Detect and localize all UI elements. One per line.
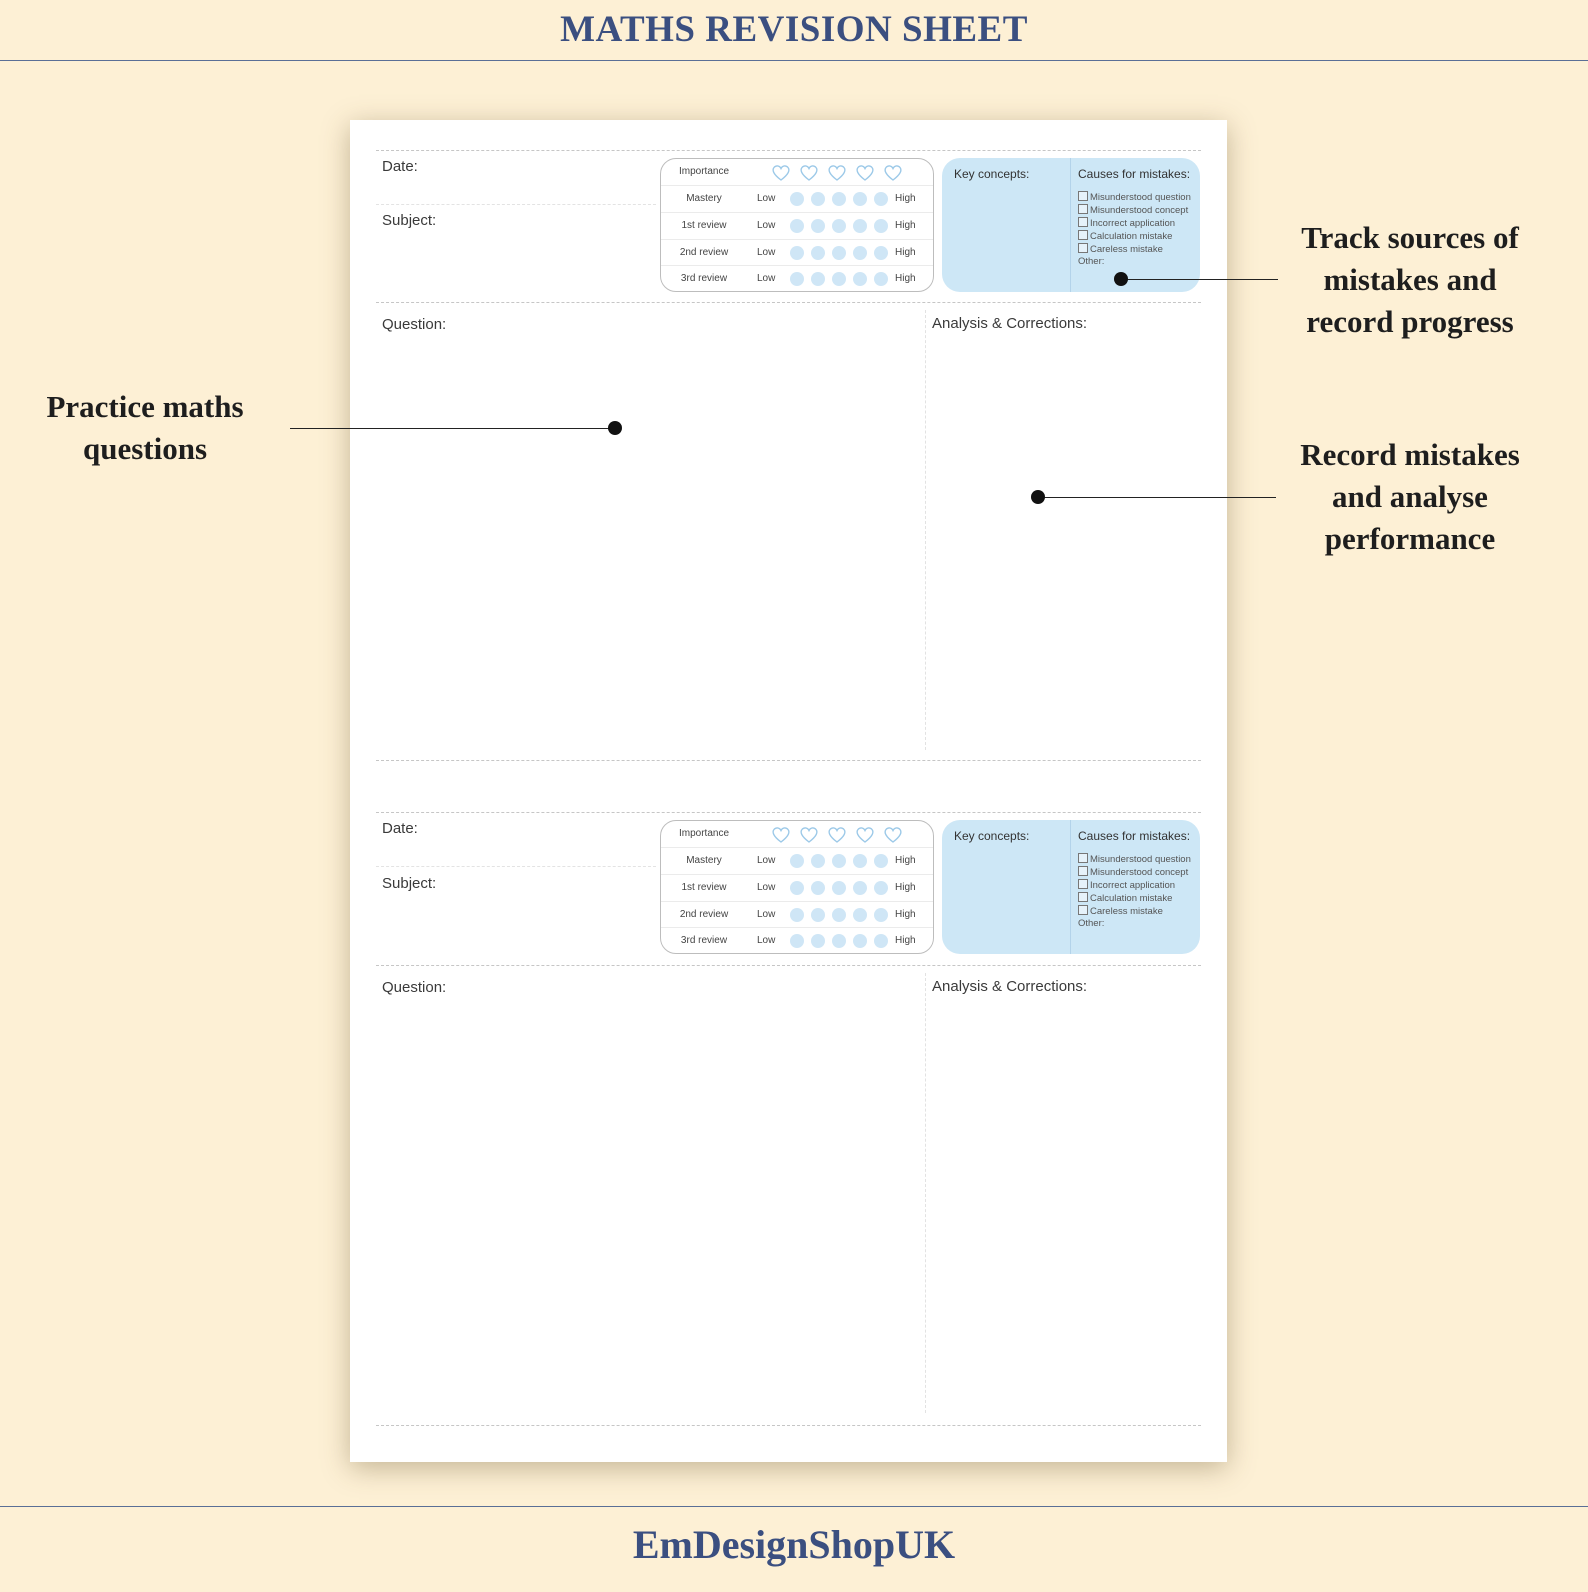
- panel-divider: [1070, 158, 1071, 292]
- rating-dot[interactable]: [811, 854, 825, 868]
- rating-dot[interactable]: [853, 219, 867, 233]
- checkbox-icon[interactable]: [1078, 204, 1088, 214]
- callout-practice: [20, 386, 270, 470]
- other-label: Other:: [1078, 918, 1105, 929]
- rating-dot[interactable]: [790, 219, 804, 233]
- rating-dot[interactable]: [790, 881, 804, 895]
- connector-dot: [608, 421, 622, 435]
- checkbox-icon[interactable]: [1078, 892, 1088, 902]
- cause-label: Incorrect application: [1090, 880, 1176, 891]
- cause-checkbox-item[interactable]: [1078, 204, 1188, 217]
- heart-icon[interactable]: [883, 164, 903, 182]
- checkbox-icon[interactable]: [1078, 853, 1088, 863]
- checkbox-icon[interactable]: [1078, 217, 1088, 227]
- section-divider: [376, 302, 1201, 303]
- rating-dot[interactable]: [853, 881, 867, 895]
- high-label: High: [895, 855, 916, 866]
- rating-dot[interactable]: [832, 908, 846, 922]
- question-label: Question:: [382, 979, 447, 996]
- key-concepts-panel: [942, 158, 1200, 292]
- callout-line: Record mistakes: [1300, 437, 1520, 472]
- cause-label: Misunderstood concept: [1090, 205, 1189, 216]
- rating-panel: [660, 158, 934, 292]
- cause-label: Misunderstood concept: [1090, 867, 1189, 878]
- rating-dot[interactable]: [853, 246, 867, 260]
- importance-label: Importance: [678, 166, 730, 177]
- high-label: High: [895, 882, 916, 893]
- importance-row: [661, 159, 933, 185]
- low-label: Low: [757, 909, 776, 920]
- low-label: Low: [757, 855, 776, 866]
- importance-row: [661, 821, 933, 847]
- cause-label: Incorrect application: [1090, 218, 1176, 229]
- rating-dot[interactable]: [790, 192, 804, 206]
- low-label: Low: [757, 193, 776, 204]
- high-label: High: [895, 909, 916, 920]
- row-label: 2nd review: [679, 909, 729, 920]
- high-label: High: [895, 273, 916, 284]
- analysis-label: Analysis & Corrections:: [932, 978, 1088, 995]
- rating-dot[interactable]: [853, 272, 867, 286]
- row-label: 1st review: [681, 220, 727, 231]
- date-underline: [376, 204, 656, 205]
- date-label: Date:: [382, 820, 418, 837]
- review-row: [661, 901, 933, 928]
- section-divider: [376, 812, 1201, 813]
- importance-label: Importance: [678, 828, 730, 839]
- rating-dot[interactable]: [874, 272, 888, 286]
- checkbox-icon[interactable]: [1078, 879, 1088, 889]
- date-underline: [376, 866, 656, 867]
- row-label: Mastery: [686, 193, 722, 204]
- cause-checkbox-item[interactable]: [1078, 892, 1172, 905]
- checkbox-icon[interactable]: [1078, 905, 1088, 915]
- mastery-row: [661, 185, 933, 212]
- heart-icon[interactable]: [855, 826, 875, 844]
- high-label: High: [895, 935, 916, 946]
- rating-dot[interactable]: [832, 881, 846, 895]
- cause-checkbox-item[interactable]: [1078, 866, 1188, 879]
- key-concepts-label: Key concepts:: [954, 167, 1030, 181]
- heart-icon[interactable]: [799, 164, 819, 182]
- review-row: [661, 265, 933, 292]
- rating-dot[interactable]: [832, 219, 846, 233]
- rating-dot[interactable]: [790, 272, 804, 286]
- checkbox-icon[interactable]: [1078, 866, 1088, 876]
- analysis-label: Analysis & Corrections:: [932, 315, 1088, 332]
- rating-dot[interactable]: [874, 934, 888, 948]
- high-label: High: [895, 193, 916, 204]
- rating-dot[interactable]: [832, 192, 846, 206]
- subject-label: Subject:: [382, 875, 437, 892]
- low-label: Low: [757, 273, 776, 284]
- row-label: Mastery: [686, 855, 722, 866]
- causes-title: Causes for mistakes:: [1078, 167, 1191, 181]
- section-divider: [376, 150, 1201, 151]
- cause-label: Careless mistake: [1090, 906, 1163, 917]
- callout-line: performance: [1324, 521, 1496, 556]
- connector-line: [290, 428, 614, 429]
- cause-label: Careless mistake: [1090, 244, 1163, 255]
- causes-title: Causes for mistakes:: [1078, 829, 1191, 843]
- low-label: Low: [757, 247, 776, 258]
- rating-dot[interactable]: [811, 246, 825, 260]
- callout-line: mistakes and: [1323, 262, 1497, 297]
- checkbox-icon[interactable]: [1078, 191, 1088, 201]
- row-label: 2nd review: [679, 247, 729, 258]
- high-label: High: [895, 220, 916, 231]
- section-divider: [376, 1425, 1201, 1426]
- heart-icon[interactable]: [799, 826, 819, 844]
- rating-dot[interactable]: [790, 908, 804, 922]
- rating-dot[interactable]: [832, 272, 846, 286]
- rating-dot[interactable]: [811, 272, 825, 286]
- callout-track: [1280, 217, 1540, 343]
- rating-dot[interactable]: [874, 219, 888, 233]
- cause-checkbox-item[interactable]: [1078, 905, 1163, 918]
- heart-icon[interactable]: [883, 826, 903, 844]
- rating-dot[interactable]: [832, 934, 846, 948]
- key-concepts-label: Key concepts:: [954, 829, 1030, 843]
- review-row: [661, 874, 933, 901]
- panel-divider: [1070, 820, 1071, 954]
- revision-sheet: [350, 120, 1227, 1462]
- rating-dot[interactable]: [790, 934, 804, 948]
- shop-name: EmDesignShopUK: [0, 1506, 1588, 1592]
- rating-dot[interactable]: [811, 881, 825, 895]
- low-label: Low: [757, 882, 776, 893]
- rating-dot[interactable]: [811, 219, 825, 233]
- rating-dot[interactable]: [832, 246, 846, 260]
- rating-dot[interactable]: [811, 934, 825, 948]
- callout-line: and analyse: [1332, 479, 1488, 514]
- column-divider: [925, 310, 926, 750]
- rating-dot[interactable]: [874, 192, 888, 206]
- rating-dot[interactable]: [874, 246, 888, 260]
- cause-checkbox-item[interactable]: [1078, 217, 1175, 230]
- cause-label: Misunderstood question: [1090, 192, 1191, 203]
- rating-dot[interactable]: [874, 881, 888, 895]
- cause-label: Calculation mistake: [1090, 231, 1173, 242]
- cause-checkbox-item[interactable]: [1078, 191, 1191, 204]
- heart-icon[interactable]: [827, 164, 847, 182]
- row-label: 3rd review: [680, 273, 728, 284]
- date-label: Date:: [382, 158, 418, 175]
- low-label: Low: [757, 220, 776, 231]
- review-row: [661, 927, 933, 954]
- connector-dot: [1114, 272, 1128, 286]
- heart-icon[interactable]: [827, 826, 847, 844]
- cause-checkbox-item[interactable]: [1078, 230, 1172, 243]
- rating-dot[interactable]: [811, 192, 825, 206]
- rating-dot[interactable]: [853, 854, 867, 868]
- heart-icon[interactable]: [771, 164, 791, 182]
- callout-line: questions: [82, 431, 208, 466]
- cause-checkbox-item[interactable]: [1078, 853, 1191, 866]
- callout-line: record progress: [1306, 304, 1514, 339]
- review-row: [661, 212, 933, 239]
- low-label: Low: [757, 935, 776, 946]
- subject-label: Subject:: [382, 212, 437, 229]
- rating-dot[interactable]: [790, 854, 804, 868]
- callout-line: Track sources of: [1301, 220, 1519, 255]
- rating-panel: [660, 820, 934, 954]
- high-label: High: [895, 247, 916, 258]
- checkbox-icon[interactable]: [1078, 230, 1088, 240]
- row-label: 1st review: [681, 882, 727, 893]
- section-divider: [376, 760, 1201, 761]
- connector-line: [1124, 279, 1278, 280]
- rating-dot[interactable]: [874, 854, 888, 868]
- callout-line: Practice maths: [46, 389, 244, 424]
- other-label: Other:: [1078, 256, 1105, 267]
- key-concepts-panel: [942, 820, 1200, 954]
- rating-dot[interactable]: [874, 908, 888, 922]
- mastery-row: [661, 847, 933, 874]
- heart-icon[interactable]: [771, 826, 791, 844]
- rating-dot[interactable]: [853, 908, 867, 922]
- cause-label: Calculation mistake: [1090, 893, 1173, 904]
- row-label: 3rd review: [680, 935, 728, 946]
- cause-checkbox-item[interactable]: [1078, 879, 1175, 892]
- cause-checkbox-item[interactable]: [1078, 243, 1163, 256]
- rating-dot[interactable]: [853, 192, 867, 206]
- section-divider: [376, 965, 1201, 966]
- heart-icon[interactable]: [855, 164, 875, 182]
- callout-record: [1280, 434, 1540, 560]
- connector-line: [1042, 497, 1276, 498]
- checkbox-icon[interactable]: [1078, 243, 1088, 253]
- question-label: Question:: [382, 316, 447, 333]
- rating-dot[interactable]: [853, 934, 867, 948]
- rating-dot[interactable]: [832, 854, 846, 868]
- cause-label: Misunderstood question: [1090, 854, 1191, 865]
- rating-dot[interactable]: [790, 246, 804, 260]
- review-row: [661, 239, 933, 266]
- column-divider: [925, 973, 926, 1413]
- connector-dot: [1031, 490, 1045, 504]
- rating-dot[interactable]: [811, 908, 825, 922]
- page-title: MATHS REVISION SHEET: [0, 0, 1588, 61]
